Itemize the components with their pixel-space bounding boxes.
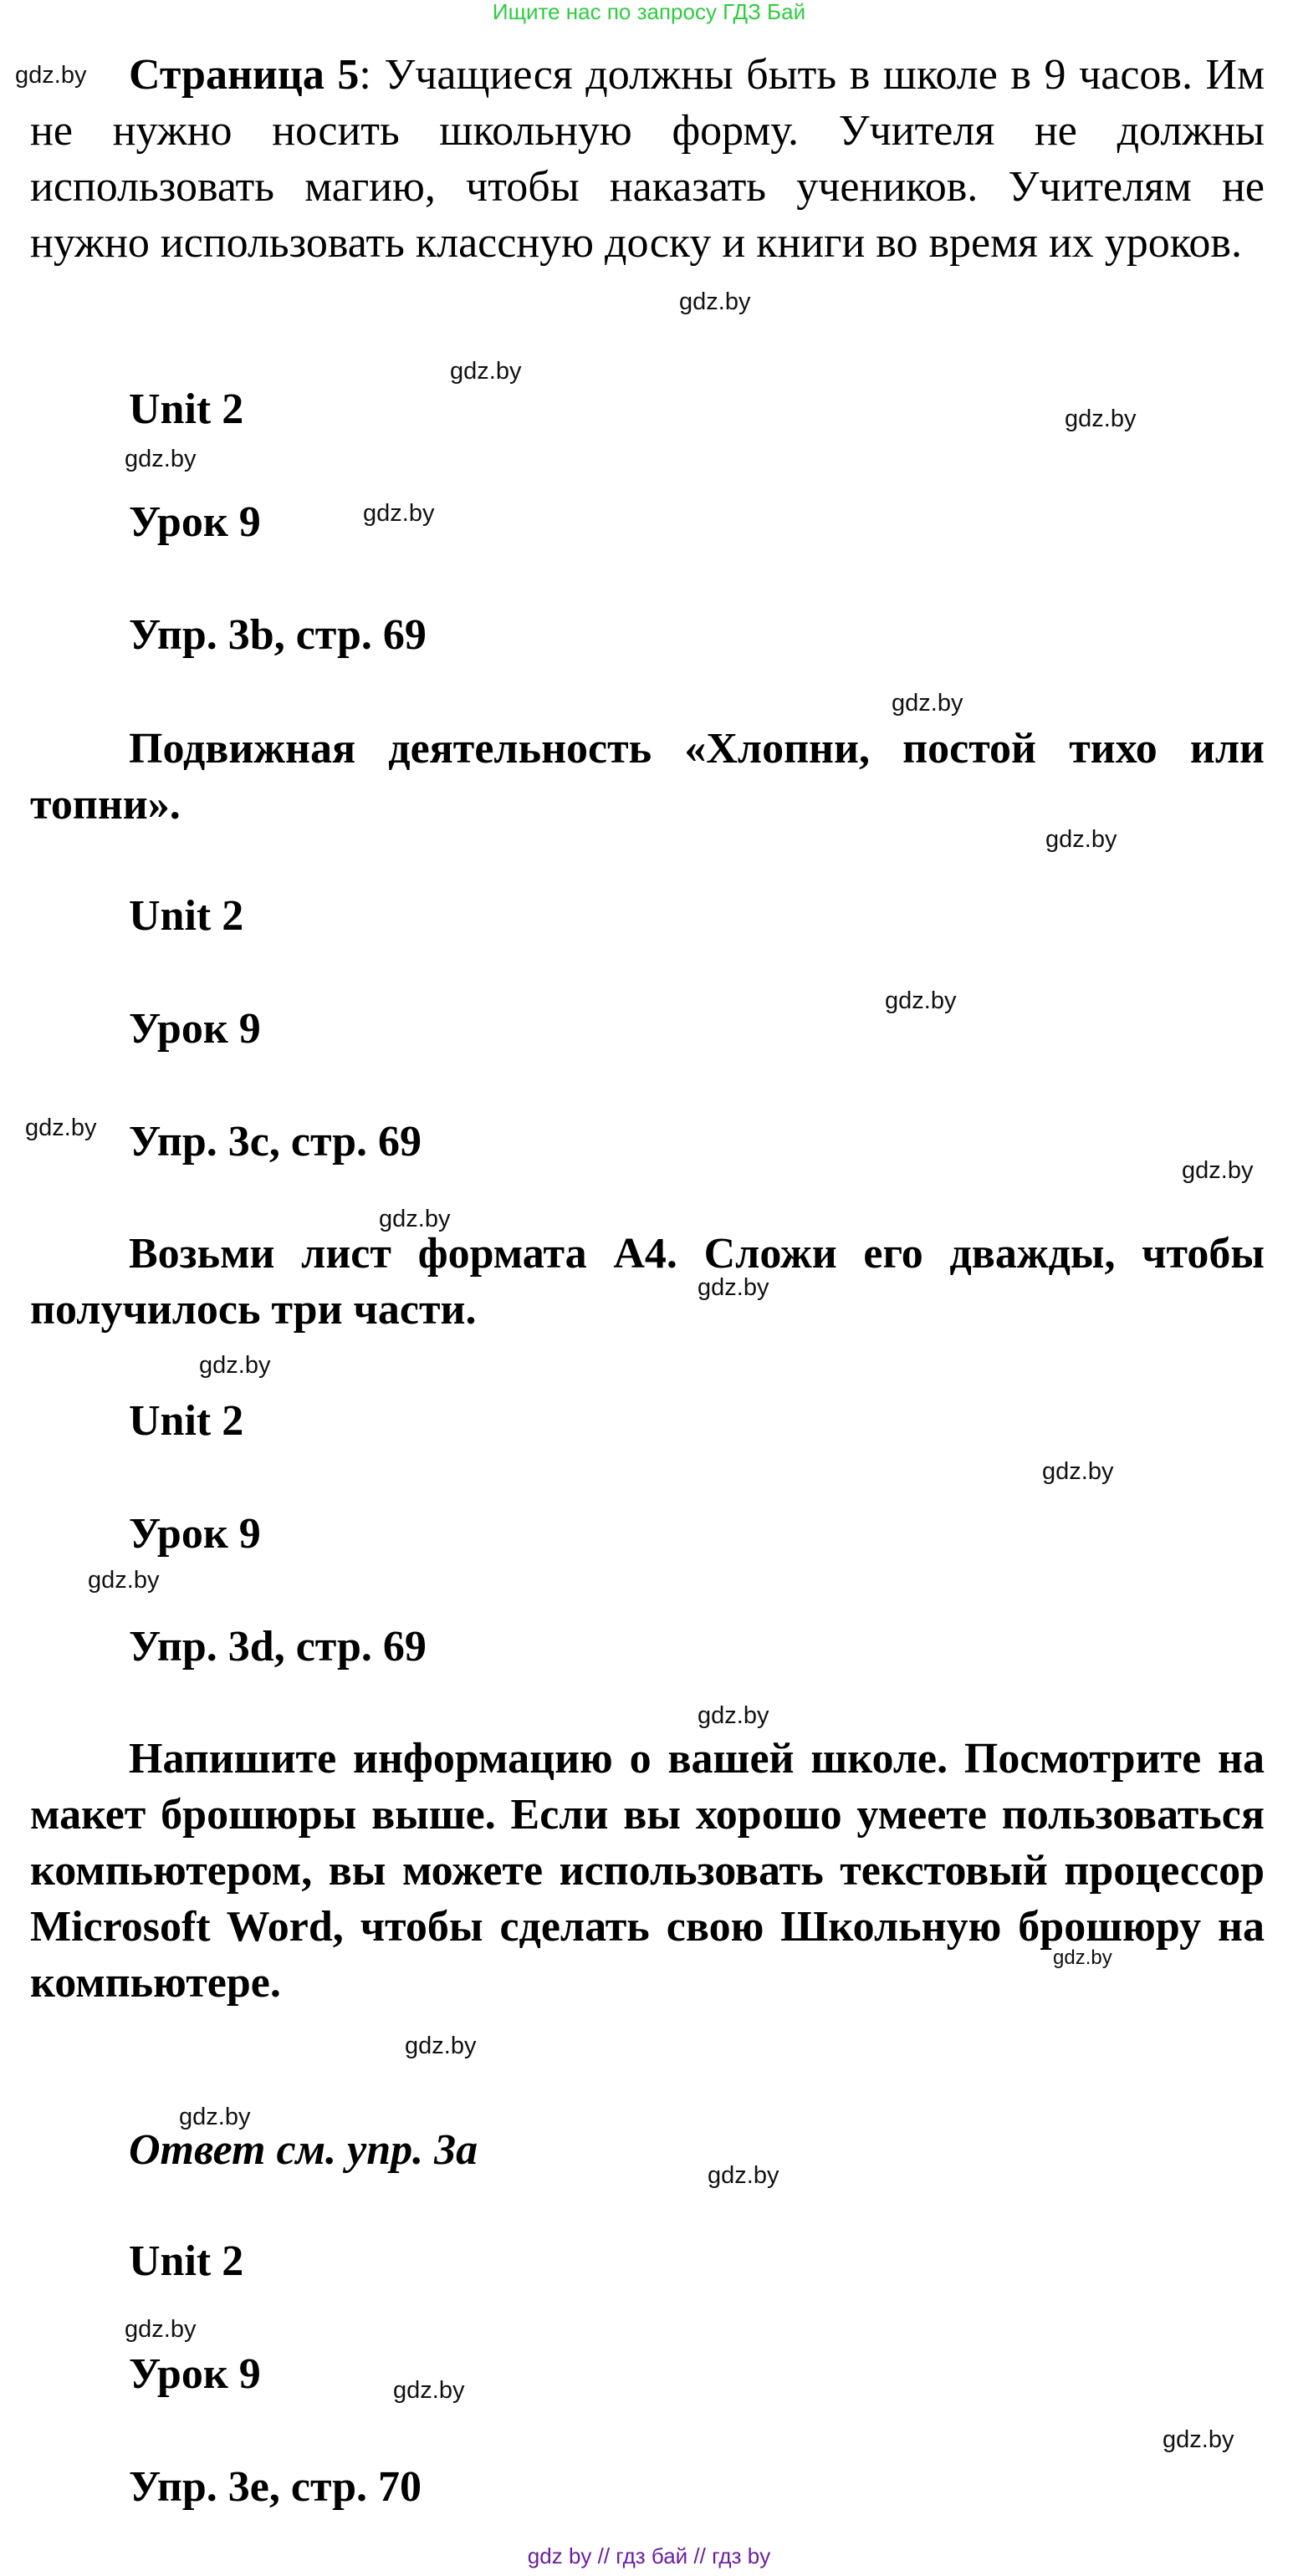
exercise-body: [30, 1226, 1265, 1338]
exercise-body-text: Возьми лист формата А4. Сложи его дважды, чтобы получилось три части.: [30, 1230, 1265, 1334]
exercise-heading: Упр. 3c, стр. 69: [129, 1118, 422, 1166]
exercise-body: [30, 721, 1265, 833]
lesson-heading: Урок 9: [129, 1005, 261, 1053]
exercise-heading: Упр. 3b, стр. 69: [129, 611, 427, 659]
unit-heading: Unit 2: [129, 2237, 244, 2285]
watermark: gdz.by: [199, 1352, 271, 1379]
watermark: gdz.by: [698, 1274, 769, 1301]
watermark: gdz.by: [679, 288, 751, 315]
watermark: gdz.by: [698, 1702, 769, 1729]
watermark: gdz.by: [1053, 1946, 1112, 1969]
watermark: gdz.by: [1065, 406, 1137, 432]
watermark: gdz.by: [125, 446, 197, 472]
unit-heading: Unit 2: [129, 1397, 244, 1445]
watermark: gdz.by: [708, 2162, 779, 2189]
watermark: gdz.by: [405, 2033, 477, 2059]
exercise-body-text: Подвижная деятельность «Хлопни, постой тихо или топни».: [30, 725, 1265, 829]
watermark: gdz.by: [363, 500, 435, 527]
exercise-body-text: Напишите информацию о вашей школе. Посмотрите на макет брошюры выше. Если вы хорошо умеете пользоваться компьютером, вы можете использовать текстовый процессор Microsoft Word, чтобы сделать свою Школьную брошюру на компьютере.: [30, 1735, 1265, 2007]
footer-links[interactable]: gdz by // гдз бай // гдз by: [527, 2543, 771, 2568]
watermark: gdz.by: [450, 358, 522, 385]
watermark: gdz.by: [892, 690, 963, 717]
intro-paragraph: [30, 47, 1265, 271]
watermark: gdz.by: [179, 2104, 251, 2130]
watermark: gdz.by: [379, 1206, 451, 1232]
watermark: gdz.by: [88, 1567, 160, 1594]
watermark: gdz.by: [25, 1115, 97, 1141]
watermark: gdz.by: [1163, 2426, 1234, 2453]
watermark: gdz.by: [125, 2316, 197, 2343]
unit-heading: Unit 2: [129, 385, 244, 433]
watermark: gdz.by: [15, 62, 87, 89]
exercise-heading: Упр. 3d, стр. 69: [129, 1623, 427, 1671]
lesson-heading: Урок 9: [129, 2350, 261, 2398]
lesson-heading: Урок 9: [129, 1510, 261, 1558]
unit-heading: Unit 2: [129, 892, 244, 940]
lesson-heading: Урок 9: [129, 498, 261, 546]
top-banner[interactable]: Ищите нас по запросу ГДЗ Бай: [492, 0, 806, 24]
page-label: Страница 5: [129, 51, 360, 99]
watermark: gdz.by: [1042, 1458, 1114, 1485]
watermark: gdz.by: [885, 987, 957, 1014]
exercise-heading: Упр. 3e, стр. 70: [129, 2463, 422, 2511]
watermark: gdz.by: [393, 2377, 465, 2404]
answer-reference: Ответ см. упр. 3а: [129, 2126, 478, 2174]
watermark: gdz.by: [1182, 1157, 1254, 1184]
watermark: gdz.by: [1045, 826, 1117, 853]
intro-text: : Учащиеся должны быть в школе в 9 часов. Им не нужно носить школьную форму. Учителя не должны использовать магию, чтобы наказать учеников. Учителям не нужно использовать классную доску и книги во время их уроков.: [30, 51, 1265, 267]
